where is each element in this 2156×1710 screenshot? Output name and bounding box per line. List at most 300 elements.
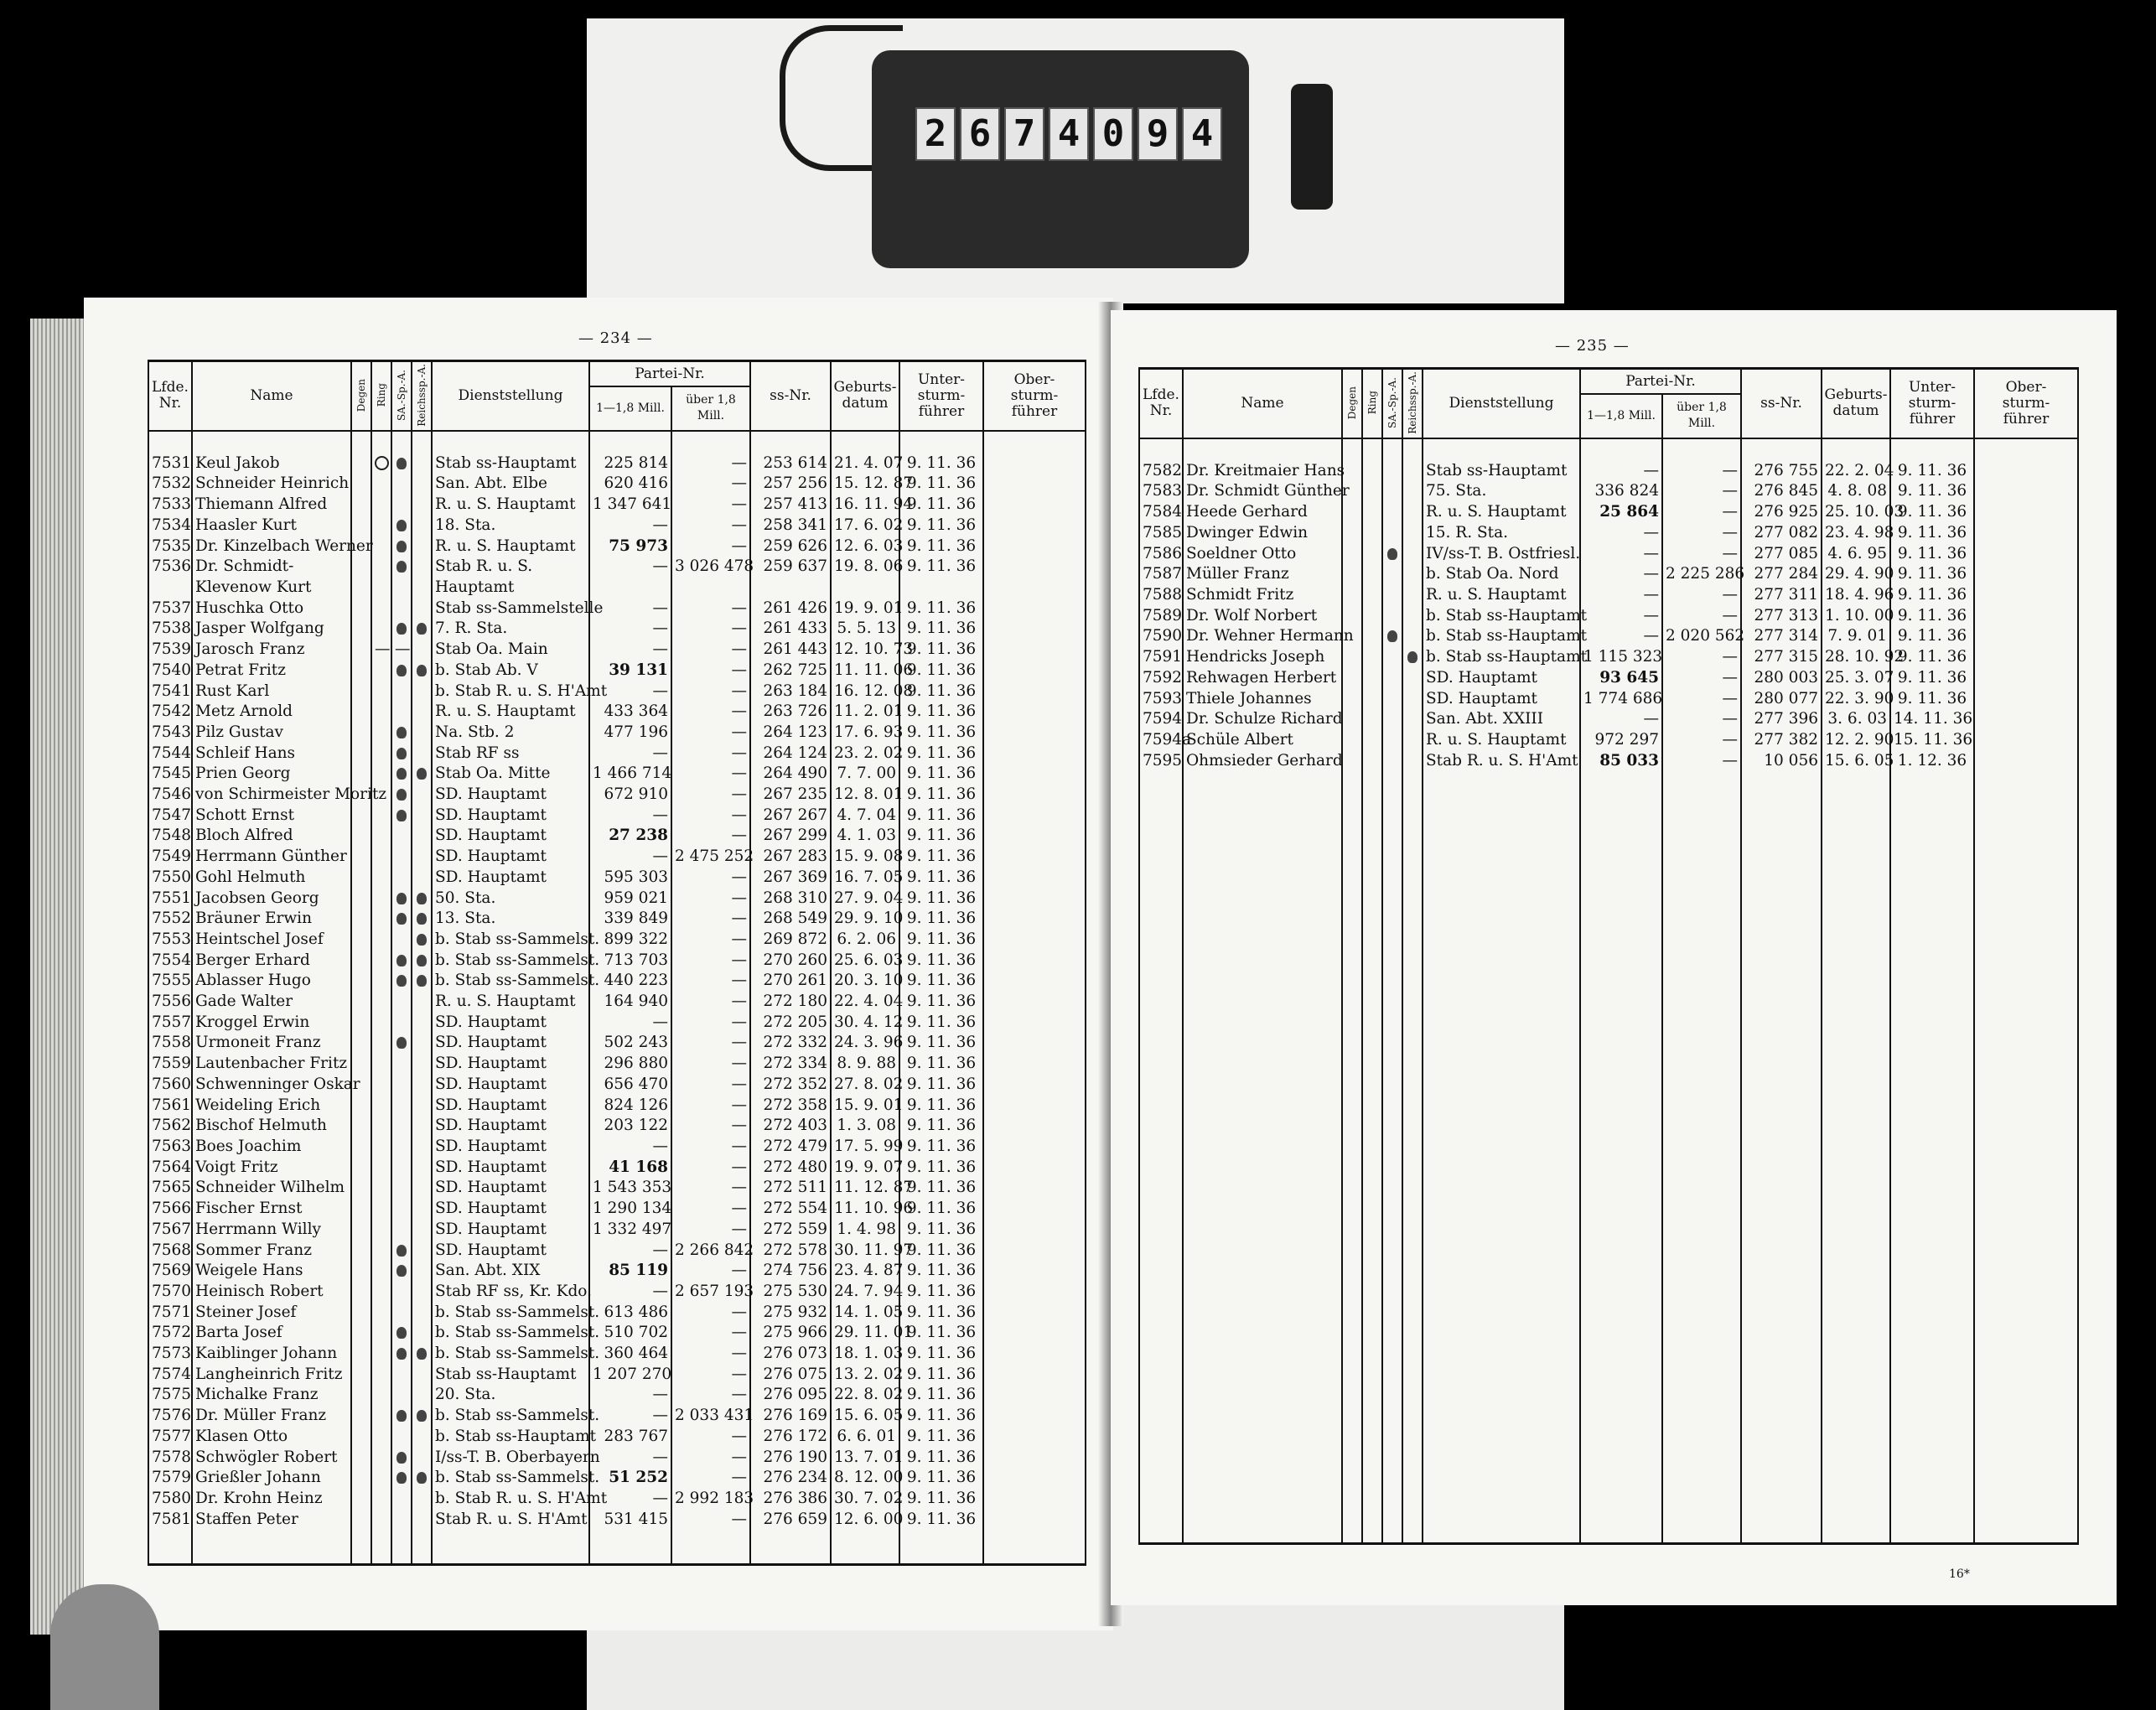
- rs-cell: [1402, 647, 1423, 668]
- empty-cell: [671, 431, 750, 453]
- dienststellung: Stab R. u. S. H'Amt: [432, 1510, 589, 1531]
- rs-badge-icon: [417, 893, 427, 904]
- sa-cell: [391, 681, 412, 702]
- partei-nr-bis-1-8-mill: 41 168: [589, 1158, 671, 1179]
- person-name: Ablasser Hugo: [192, 971, 351, 992]
- partei-nr-ueber-1-8-mill: —: [671, 516, 750, 536]
- rs-cell: [412, 1033, 432, 1054]
- degen-cell: [1342, 709, 1362, 730]
- obersturmfuehrer-datum: [983, 1468, 1086, 1489]
- degen-cell: [351, 826, 371, 847]
- empty-cell: [750, 1530, 831, 1565]
- partei-nr-bis-1-8-mill: 595 303: [589, 868, 671, 889]
- partei-nr-ueber-1-8-mill: —: [1662, 730, 1741, 751]
- ring-cell: [371, 536, 391, 557]
- ring-cell: [371, 1323, 391, 1344]
- entry-number: 7562: [148, 1116, 192, 1137]
- obersturmfuehrer-datum: [983, 1033, 1086, 1054]
- untersturmfuehrer-datum: 9. 11. 36: [899, 516, 983, 536]
- untersturmfuehrer-datum: 9. 11. 36: [899, 1510, 983, 1531]
- counter-knob: [1291, 84, 1333, 210]
- geburtsdatum: 15. 9. 08: [831, 847, 899, 868]
- header-partei-bis-1-8-mill: 1—1,8 Mill.: [1580, 394, 1662, 438]
- obersturmfuehrer-datum: [983, 847, 1086, 868]
- obersturmfuehrer-datum: [983, 930, 1086, 951]
- person-name: Dr. Müller Franz: [192, 1406, 351, 1427]
- empty-cell: [831, 431, 899, 453]
- untersturmfuehrer-datum: 9. 11. 36: [1890, 461, 1974, 482]
- geburtsdatum: 20. 3. 10: [831, 971, 899, 992]
- untersturmfuehrer-datum: 9. 11. 36: [899, 868, 983, 889]
- dienststellung: 50. Sta.: [432, 889, 589, 909]
- sa-cell: [1382, 544, 1402, 565]
- dienststellung: R. u. S. Hauptamt: [1423, 730, 1580, 751]
- partei-nr-ueber-1-8-mill: —: [671, 1116, 750, 1137]
- sa-badge-icon: [396, 1245, 407, 1257]
- person-name: Heede Gerhard: [1183, 502, 1342, 523]
- dienststellung: San. Abt. XIX: [432, 1261, 589, 1282]
- table-row: [148, 640, 1086, 661]
- sa-badge-icon: [396, 520, 407, 531]
- person-name: Heintschel Josef: [192, 930, 351, 951]
- table-row: [148, 661, 1086, 681]
- degen-cell: [1342, 668, 1362, 689]
- partei-nr-bis-1-8-mill: —: [589, 1282, 671, 1303]
- partei-nr-ueber-1-8-mill: —: [1662, 461, 1741, 482]
- ring-cell: [371, 453, 391, 474]
- obersturmfuehrer-datum: [983, 992, 1086, 1013]
- rs-cell: [412, 1096, 432, 1117]
- obersturmfuehrer-datum: [983, 598, 1086, 619]
- untersturmfuehrer-datum: 9. 11. 36: [899, 992, 983, 1013]
- entry-number: 7556: [148, 992, 192, 1013]
- entry-number: 7576: [148, 1406, 192, 1427]
- entry-number: 7560: [148, 1075, 192, 1096]
- person-name: Voigt Fritz: [192, 1158, 351, 1179]
- degen-cell: [351, 1116, 371, 1137]
- sa-cell: [391, 868, 412, 889]
- ss-nr: 259 626: [750, 536, 831, 557]
- entry-number: 7535: [148, 536, 192, 557]
- ring-cell: [371, 1137, 391, 1158]
- obersturmfuehrer-datum: [983, 557, 1086, 578]
- empty-cell: [1974, 438, 2078, 461]
- counter-digit: 2: [915, 107, 956, 161]
- obersturmfuehrer-datum: [983, 951, 1086, 972]
- degen-cell: [351, 1241, 371, 1262]
- degen-cell: [351, 516, 371, 536]
- partei-nr-bis-1-8-mill: 39 131: [589, 661, 671, 681]
- ring-cell: [371, 1489, 391, 1510]
- person-name: Petrat Fritz: [192, 661, 351, 681]
- obersturmfuehrer-datum: [983, 1199, 1086, 1220]
- empty-cell: [1890, 771, 1974, 1544]
- rs-cell: [412, 930, 432, 951]
- untersturmfuehrer-datum: 9. 11. 36: [899, 474, 983, 495]
- dienststellung: R. u. S. Hauptamt: [432, 992, 589, 1013]
- entry-number: 7583: [1139, 481, 1183, 502]
- ring-cell: [371, 661, 391, 681]
- rs-cell: [412, 1137, 432, 1158]
- rs-cell: [1402, 751, 1423, 772]
- table-row: [148, 806, 1086, 826]
- degen-cell: [351, 1013, 371, 1034]
- ss-nr: 261 433: [750, 619, 831, 640]
- sa-cell: [1382, 668, 1402, 689]
- person-name: Bloch Alfred: [192, 826, 351, 847]
- partei-nr-ueber-1-8-mill: —: [1662, 481, 1741, 502]
- partei-nr-ueber-1-8-mill: —: [671, 868, 750, 889]
- ss-nr: 257 413: [750, 495, 831, 516]
- entry-number: 7540: [148, 661, 192, 681]
- rs-cell: [1402, 689, 1423, 710]
- empty-cell: [1741, 771, 1822, 1544]
- partei-nr-bis-1-8-mill: 360 464: [589, 1344, 671, 1365]
- ring-cell: [371, 1033, 391, 1054]
- partei-nr-bis-1-8-mill: —: [589, 847, 671, 868]
- untersturmfuehrer-datum: 9. 11. 36: [899, 1241, 983, 1262]
- ss-nr: 272 554: [750, 1199, 831, 1220]
- sa-cell: [391, 1489, 412, 1510]
- obersturmfuehrer-datum: [983, 453, 1086, 474]
- untersturmfuehrer-datum: 9. 11. 36: [899, 951, 983, 972]
- person-name: Berger Erhard: [192, 951, 351, 972]
- entry-number: 7568: [148, 1241, 192, 1262]
- header-ring-text: Ring: [1366, 391, 1378, 415]
- degen-cell: [1342, 564, 1362, 585]
- degen-cell: [351, 1303, 371, 1324]
- ring-cell: [1362, 523, 1382, 544]
- untersturmfuehrer-datum: 9. 11. 36: [899, 971, 983, 992]
- untersturmfuehrer-datum: [899, 578, 983, 598]
- degen-cell: [351, 1199, 371, 1220]
- dienststellung: b. Stab Ab. V: [432, 661, 589, 681]
- ring-cell: [371, 1468, 391, 1489]
- geburtsdatum: 16. 11. 94: [831, 495, 899, 516]
- empty-cell: [148, 1530, 192, 1565]
- dienststellung: 15. R. Sta.: [1423, 523, 1580, 544]
- ss-nr: 10 056: [1741, 751, 1822, 772]
- sa-cell: [391, 930, 412, 951]
- header-reichssp-a-text: Reichssp.-A.: [416, 364, 428, 427]
- rs-cell: [1402, 606, 1423, 627]
- rs-cell: [412, 536, 432, 557]
- sa-cell: [391, 1241, 412, 1262]
- obersturmfuehrer-datum: [983, 971, 1086, 992]
- partei-nr-ueber-1-8-mill: 2 266 842: [671, 1241, 750, 1262]
- ss-nr: 263 184: [750, 681, 831, 702]
- dienststellung: R. u. S. Hauptamt: [432, 495, 589, 516]
- sa-badge-icon: [396, 1348, 407, 1360]
- ring-cell: [1362, 751, 1382, 772]
- ss-nr: 272 578: [750, 1241, 831, 1262]
- entry-number: 7548: [148, 826, 192, 847]
- dienststellung: SD. Hauptamt: [432, 1096, 589, 1117]
- degen-cell: [351, 889, 371, 909]
- table-row: [148, 1303, 1086, 1324]
- partei-nr-bis-1-8-mill: 27 238: [589, 826, 671, 847]
- sa-cell: [391, 889, 412, 909]
- ss-nr: 275 530: [750, 1282, 831, 1303]
- entry-number: 7545: [148, 764, 192, 785]
- sa-cell: [391, 1261, 412, 1282]
- ring-cell: [1362, 647, 1382, 668]
- untersturmfuehrer-datum: 9. 11. 36: [899, 909, 983, 930]
- sa-cell: [391, 1054, 412, 1075]
- partei-nr-bis-1-8-mill: —: [589, 640, 671, 661]
- person-name: Pilz Gustav: [192, 723, 351, 744]
- geburtsdatum: 18. 4. 96: [1822, 585, 1890, 606]
- partei-nr-ueber-1-8-mill: —: [671, 453, 750, 474]
- table-row: [148, 598, 1086, 619]
- partei-nr-ueber-1-8-mill: —: [671, 1220, 750, 1241]
- entry-number: 7544: [148, 744, 192, 764]
- entry-number: 7538: [148, 619, 192, 640]
- sa-cell: [391, 536, 412, 557]
- dienststellung: b. Stab ss-Sammelst.: [432, 971, 589, 992]
- geburtsdatum: 11. 12. 87: [831, 1178, 899, 1199]
- partei-nr-bis-1-8-mill: —: [1580, 544, 1662, 565]
- partei-nr-bis-1-8-mill: —: [1580, 709, 1662, 730]
- table-row: [1139, 647, 2078, 668]
- table-row: [1139, 626, 2078, 647]
- partei-nr-bis-1-8-mill: —: [1580, 461, 1662, 482]
- rs-cell: [412, 1220, 432, 1241]
- geburtsdatum: 12. 8. 01: [831, 785, 899, 806]
- rs-cell: [1402, 709, 1423, 730]
- ss-nr: 264 490: [750, 764, 831, 785]
- header-sa-sp-a-text: SA.-Sp.-A.: [396, 369, 407, 421]
- ss-nr: 276 755: [1741, 461, 1822, 482]
- table-row: [148, 909, 1086, 930]
- entry-number: 7539: [148, 640, 192, 661]
- sa-cell: [391, 557, 412, 578]
- ring-cell: [1362, 709, 1382, 730]
- person-name: Fischer Ernst: [192, 1199, 351, 1220]
- dienststellung: b. Stab ss-Sammelst.: [432, 1468, 589, 1489]
- dienststellung: b. Stab R. u. S. H'Amt: [432, 681, 589, 702]
- person-name: von Schirmeister Moritz: [192, 785, 351, 806]
- table-row: [148, 1220, 1086, 1241]
- geburtsdatum: 22. 2. 04: [1822, 461, 1890, 482]
- degen-cell: [1342, 523, 1362, 544]
- entry-number: 7594: [1139, 709, 1183, 730]
- rs-cell: [412, 516, 432, 536]
- degen-cell: [351, 1282, 371, 1303]
- degen-cell: [351, 1448, 371, 1469]
- table-row: [148, 1116, 1086, 1137]
- geburtsdatum: 12. 2. 90: [1822, 730, 1890, 751]
- partei-nr-bis-1-8-mill: 672 910: [589, 785, 671, 806]
- untersturmfuehrer-datum: 9. 11. 36: [899, 1033, 983, 1054]
- ring-cell: [1362, 544, 1382, 565]
- person-name: Michalke Franz: [192, 1385, 351, 1406]
- obersturmfuehrer-datum: [983, 1323, 1086, 1344]
- geburtsdatum: 24. 7. 94: [831, 1282, 899, 1303]
- degen-cell: [1342, 730, 1362, 751]
- sa-cell: [391, 1220, 412, 1241]
- sa-cell: [391, 847, 412, 868]
- obersturmfuehrer-datum: [983, 1303, 1086, 1324]
- ring-cell: [371, 1448, 391, 1469]
- ss-nr: 277 284: [1741, 564, 1822, 585]
- partei-nr-bis-1-8-mill: 656 470: [589, 1075, 671, 1096]
- sa-cell: [1382, 647, 1402, 668]
- entry-number: 7542: [148, 702, 192, 723]
- obersturmfuehrer-datum: [983, 1282, 1086, 1303]
- geburtsdatum: 27. 9. 04: [831, 889, 899, 909]
- rs-cell: [1402, 626, 1423, 647]
- table-row: [1139, 689, 2078, 710]
- header-ss-nr: ss-Nr.: [1741, 369, 1822, 438]
- untersturmfuehrer-datum: 9. 11. 36: [1890, 523, 1974, 544]
- dienststellung: b. Stab ss-Hauptamt: [1423, 606, 1580, 627]
- empty-cell: [899, 1530, 983, 1565]
- empty-cell: [1139, 438, 1183, 461]
- obersturmfuehrer-datum: [983, 1116, 1086, 1137]
- partei-nr-ueber-1-8-mill: —: [1662, 668, 1741, 689]
- untersturmfuehrer-datum: 9. 11. 36: [899, 826, 983, 847]
- entry-number: 7592: [1139, 668, 1183, 689]
- entry-number: [148, 578, 192, 598]
- sa-cell: [391, 1096, 412, 1117]
- sa-badge-icon: [396, 458, 407, 469]
- empty-cell: [192, 431, 351, 453]
- partei-nr-bis-1-8-mill: —: [589, 744, 671, 764]
- ss-nr: 277 382: [1741, 730, 1822, 751]
- dienststellung: SD. Hauptamt: [432, 1054, 589, 1075]
- sa-cell: [1382, 585, 1402, 606]
- person-name: Weideling Erich: [192, 1096, 351, 1117]
- obersturmfuehrer-datum: [1974, 585, 2078, 606]
- partei-nr-bis-1-8-mill: 1 115 323: [1580, 647, 1662, 668]
- partei-nr-bis-1-8-mill: —: [589, 681, 671, 702]
- partei-nr-bis-1-8-mill: 824 126: [589, 1096, 671, 1117]
- ring-cell: [371, 681, 391, 702]
- obersturmfuehrer-datum: [983, 826, 1086, 847]
- untersturmfuehrer-datum: 9. 11. 36: [899, 1178, 983, 1199]
- ss-nr: 280 003: [1741, 668, 1822, 689]
- obersturmfuehrer-datum: [983, 889, 1086, 909]
- ring-cell: [371, 1096, 391, 1117]
- obersturmfuehrer-datum: [983, 785, 1086, 806]
- geburtsdatum: 4. 6. 95: [1822, 544, 1890, 565]
- untersturmfuehrer-datum: 9. 11. 36: [899, 1303, 983, 1324]
- entry-number: 7547: [148, 806, 192, 826]
- entry-number: 7586: [1139, 544, 1183, 565]
- partei-nr-ueber-1-8-mill: —: [671, 598, 750, 619]
- ring-cell: [1362, 730, 1382, 751]
- table-row: [148, 578, 1086, 598]
- counter-digits: [915, 107, 1222, 161]
- degen-cell: [351, 681, 371, 702]
- person-name: Grießler Johann: [192, 1468, 351, 1489]
- empty-cell: [1362, 771, 1382, 1544]
- partei-nr-ueber-1-8-mill: 2 657 193: [671, 1282, 750, 1303]
- partei-nr-ueber-1-8-mill: —: [1662, 585, 1741, 606]
- table-row: [148, 1489, 1086, 1510]
- ss-nr: 261 443: [750, 640, 831, 661]
- ss-nr: 277 311: [1741, 585, 1822, 606]
- ring-cell: [1362, 689, 1382, 710]
- header-dienststellung: Dienststellung: [1423, 369, 1580, 438]
- geburtsdatum: 23. 2. 02: [831, 744, 899, 764]
- ledger-table-right: [1138, 367, 2079, 1545]
- ring-cell: [371, 578, 391, 598]
- dienststellung: b. Stab ss-Hauptamt: [432, 1427, 589, 1448]
- dienststellung: SD. Hauptamt: [432, 1013, 589, 1034]
- obersturmfuehrer-datum: [983, 868, 1086, 889]
- header-untersturmfuehrer: Unter- sturm- führer: [1890, 369, 1974, 438]
- header-sa-sp-a-text: SA.-Sp.-A.: [1386, 376, 1398, 428]
- header-dienststellung: Dienststellung: [432, 361, 589, 431]
- rs-cell: [412, 1406, 432, 1427]
- partei-nr-ueber-1-8-mill: —: [1662, 606, 1741, 627]
- person-name: Dr. Kreitmaier Hans: [1183, 461, 1342, 482]
- obersturmfuehrer-datum: [983, 723, 1086, 744]
- geburtsdatum: 27. 8. 02: [831, 1075, 899, 1096]
- person-name: Barta Josef: [192, 1323, 351, 1344]
- sa-cell: [391, 495, 412, 516]
- entry-number: 7553: [148, 930, 192, 951]
- person-name: Müller Franz: [1183, 564, 1342, 585]
- table-row: [148, 681, 1086, 702]
- sa-badge-icon: [396, 1037, 407, 1049]
- partei-nr-bis-1-8-mill: 296 880: [589, 1054, 671, 1075]
- dienststellung: Stab Oa. Main: [432, 640, 589, 661]
- sa-cell: [1382, 461, 1402, 482]
- geburtsdatum: 25. 10. 03: [1822, 502, 1890, 523]
- ss-nr: 267 299: [750, 826, 831, 847]
- sa-dash: —: [395, 640, 411, 659]
- untersturmfuehrer-datum: 9. 11. 36: [899, 1468, 983, 1489]
- dienststellung: SD. Hauptamt: [432, 1075, 589, 1096]
- spacer-row: [1139, 438, 2078, 461]
- degen-cell: [351, 992, 371, 1013]
- entry-number: 7593: [1139, 689, 1183, 710]
- sa-cell: [391, 992, 412, 1013]
- rs-cell: [412, 1323, 432, 1344]
- person-name: Heinisch Robert: [192, 1282, 351, 1303]
- table-row: [148, 868, 1086, 889]
- obersturmfuehrer-datum: [983, 474, 1086, 495]
- geburtsdatum: 30. 11. 97: [831, 1241, 899, 1262]
- person-name: Langheinrich Fritz: [192, 1365, 351, 1386]
- ss-nr: 276 172: [750, 1427, 831, 1448]
- ss-nr: 275 932: [750, 1303, 831, 1324]
- ss-nr: 268 549: [750, 909, 831, 930]
- ss-nr: 272 180: [750, 992, 831, 1013]
- ring-cell: [1362, 668, 1382, 689]
- rs-cell: [412, 681, 432, 702]
- partei-nr-bis-1-8-mill: 713 703: [589, 951, 671, 972]
- header-geburtsdatum: Geburts- datum: [831, 361, 899, 431]
- sa-cell: [391, 806, 412, 826]
- empty-cell: [1382, 771, 1402, 1544]
- ring-cell: [371, 619, 391, 640]
- person-name: Soeldner Otto: [1183, 544, 1342, 565]
- sa-badge-icon: [1387, 630, 1397, 642]
- signature-mark: 16*: [1949, 1568, 1970, 1581]
- partei-nr-ueber-1-8-mill: —: [671, 1178, 750, 1199]
- ss-nr: 272 334: [750, 1054, 831, 1075]
- untersturmfuehrer-datum: 9. 11. 36: [899, 806, 983, 826]
- partei-nr-ueber-1-8-mill: —: [671, 1385, 750, 1406]
- ring-cell: [371, 868, 391, 889]
- rs-badge-icon: [417, 665, 427, 676]
- sa-badge-icon: [1387, 548, 1397, 560]
- ring-cell: [371, 1282, 391, 1303]
